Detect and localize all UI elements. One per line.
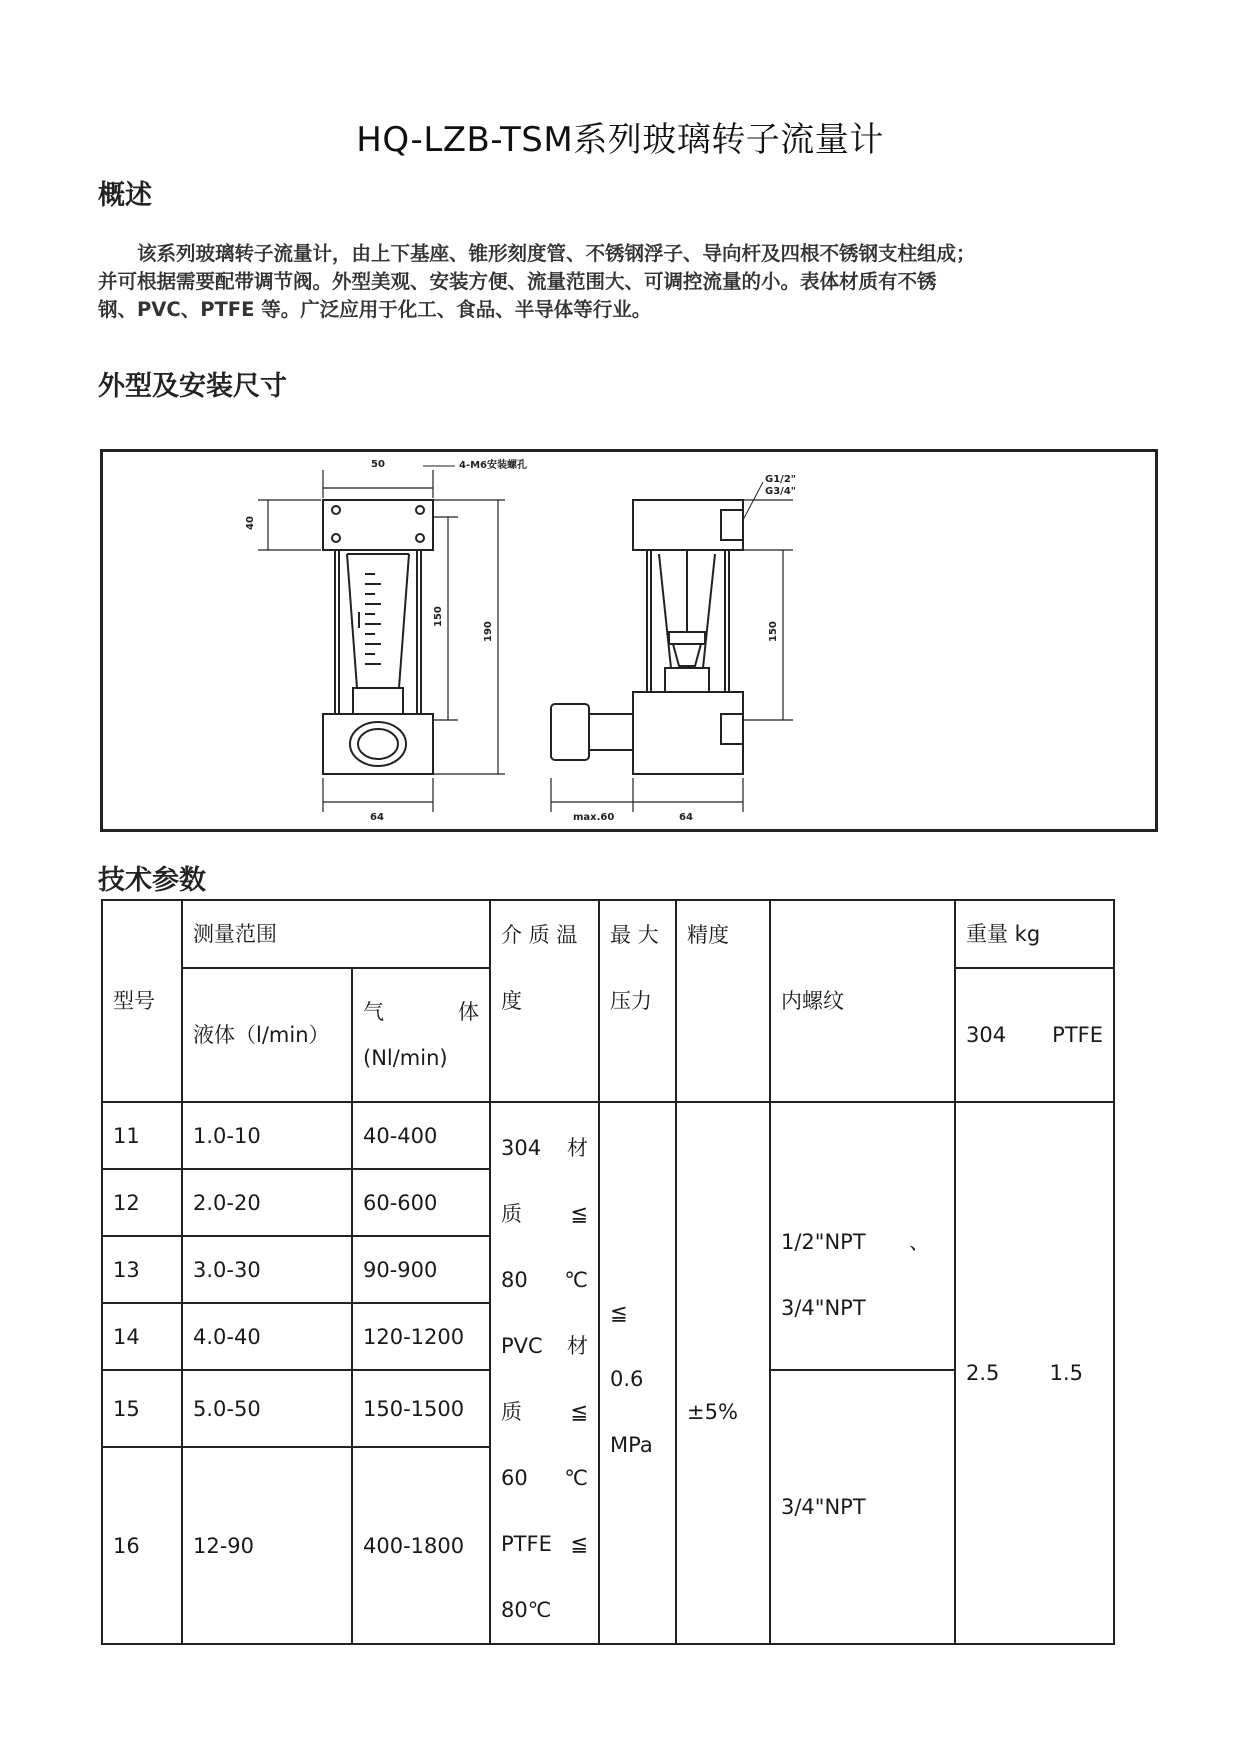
temp-text: 80℃	[501, 1598, 552, 1622]
side-top-block	[633, 500, 743, 550]
cell-thread-merged-2: 3/4"NPT	[770, 1370, 955, 1644]
dimension-drawing	[103, 452, 1155, 829]
header-gas	[352, 968, 490, 1102]
temp-text: 304	[501, 1136, 542, 1160]
cell-gas: 40-400	[352, 1102, 490, 1169]
cell-weight-merged	[955, 1102, 1114, 1644]
header-weight-materials	[955, 968, 1114, 1102]
temp-text: ≦	[570, 1400, 588, 1424]
dim-mount-holes: 4-M6安装螺孔	[459, 460, 528, 471]
temp-text: ≦	[570, 1202, 588, 1226]
cell-gas: 90-900	[352, 1236, 490, 1303]
thread-sep: 、	[909, 1230, 930, 1254]
header-temperature-line2: 度	[501, 989, 522, 1013]
weight-304: 2.5	[966, 1361, 1000, 1385]
section-heading-specs: 技术参数	[98, 865, 206, 896]
pressure-text: 0.6	[610, 1367, 644, 1391]
header-weight: 重量 kg	[955, 900, 1114, 968]
header-gas-b: 体	[458, 1000, 479, 1024]
temp-text: ℃	[564, 1466, 588, 1490]
dim-side-64: 64	[679, 812, 693, 823]
pressure-text: MPa	[610, 1433, 653, 1457]
header-temperature-line1: 介 质 温	[501, 923, 578, 947]
header-liquid: 液体（l/min）	[182, 968, 352, 1102]
cell-model: 16	[102, 1447, 182, 1644]
cell-temperature-merged	[490, 1102, 599, 1644]
side-valve-knob	[551, 704, 589, 760]
temp-text: 质	[501, 1202, 522, 1226]
cell-liquid: 12-90	[182, 1447, 352, 1644]
header-accuracy: 精度	[676, 900, 770, 1102]
cell-liquid: 2.0-20	[182, 1169, 352, 1236]
temp-text: ≦	[570, 1532, 588, 1556]
cell-gas: 120-1200	[352, 1303, 490, 1370]
cell-gas: 400-1800	[352, 1447, 490, 1644]
temp-text: PTFE	[501, 1532, 552, 1556]
float	[669, 632, 705, 644]
cell-pressure-merged	[599, 1102, 676, 1644]
spec-table	[101, 899, 1115, 1645]
cell-model: 14	[102, 1303, 182, 1370]
header-range: 测量范围	[182, 900, 490, 968]
cell-liquid: 5.0-50	[182, 1370, 352, 1447]
overview-line: 并可根据需要配带调节阀。外型美观、安装方便、流量范围大、可调控流量的小。表体材质有不锈	[98, 270, 937, 293]
dim-thread-1: G1/2"	[765, 474, 796, 485]
cell-liquid: 4.0-40	[182, 1303, 352, 1370]
overview-paragraph	[98, 240, 1118, 324]
header-thread: 内螺纹	[770, 900, 955, 1102]
header-weight-304: 304	[966, 1023, 1007, 1047]
cell-liquid: 3.0-30	[182, 1236, 352, 1303]
temp-text: 材	[567, 1136, 588, 1160]
header-pressure-line1: 最 大	[610, 923, 659, 947]
temp-text: 60	[501, 1466, 528, 1490]
side-bottom-block	[633, 692, 743, 774]
cell-gas: 150-1500	[352, 1370, 490, 1447]
dim-top-width: 50	[371, 459, 385, 470]
temp-text: PVC	[501, 1334, 543, 1358]
cell-gas: 60-600	[352, 1169, 490, 1236]
header-temperature	[490, 900, 599, 1102]
dim-side-150: 150	[768, 621, 779, 642]
section-heading-dimensions: 外型及安装尺寸	[98, 371, 287, 402]
cell-accuracy-merged	[676, 1102, 770, 1644]
section-heading-overview: 概述	[98, 180, 152, 211]
table-row	[102, 1102, 1114, 1169]
thread-text: 1/2"NPT	[781, 1230, 866, 1254]
header-gas-unit: (Nl/min)	[363, 1046, 448, 1070]
dim-thread-2: G3/4"	[765, 486, 796, 497]
cell-model: 11	[102, 1102, 182, 1169]
cell-liquid: 1.0-10	[182, 1102, 352, 1169]
overview-line: 该系列玻璃转子流量计，由上下基座、锥形刻度管、不锈钢浮子、导向杆及四根不锈钢支柱组成；	[98, 242, 976, 265]
header-model: 型号	[102, 900, 182, 1102]
dim-bottom-width: 64	[370, 812, 384, 823]
dim-head-height: 40	[245, 516, 256, 530]
weight-ptfe: 1.5	[1049, 1361, 1083, 1385]
cell-thread-merged-1	[770, 1102, 955, 1370]
page-title: HQ-LZB-TSM系列玻璃转子流量计	[356, 120, 884, 160]
temp-text: ℃	[564, 1268, 588, 1292]
cell-model: 13	[102, 1236, 182, 1303]
thread-text: 3/4"NPT	[781, 1296, 866, 1320]
temp-text: 质	[501, 1400, 522, 1424]
dim-front-190: 190	[483, 621, 494, 642]
overview-line: 钢、PVC、PTFE 等。广泛应用于化工、食品、半导体等行业。	[98, 298, 652, 321]
temp-text: 80	[501, 1268, 528, 1292]
accuracy-text: ±5%	[687, 1400, 738, 1424]
pressure-text: ≦	[610, 1301, 628, 1325]
dimension-drawing-frame	[100, 449, 1158, 832]
header-gas-a: 气	[363, 1000, 384, 1024]
header-pressure-line2: 压力	[610, 989, 652, 1013]
dim-max60: max.60	[573, 812, 615, 823]
header-pressure	[599, 900, 676, 1102]
cell-model: 15	[102, 1370, 182, 1447]
temp-text: 材	[567, 1334, 588, 1358]
header-weight-ptfe: PTFE	[1052, 1023, 1103, 1047]
dim-front-150: 150	[433, 606, 444, 627]
cell-model: 12	[102, 1169, 182, 1236]
